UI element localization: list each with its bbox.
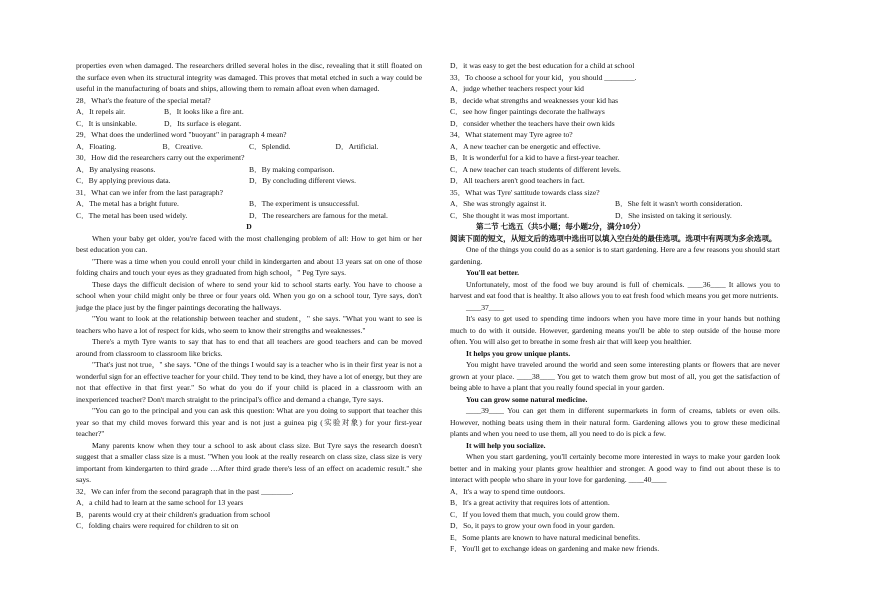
question-35-stem: 35．What was Tyre' sattitude towards class size? xyxy=(450,187,600,197)
question-34-option: D．All teachers aren't good teachers in fact. xyxy=(450,176,585,185)
option: C．Splendid. xyxy=(249,141,291,151)
question-33-stem: 33．To choose a school for your kid，you should ________. xyxy=(450,72,637,82)
option: A．Floating. xyxy=(76,141,117,151)
option: B．The experiment is unsuccessful. xyxy=(249,199,360,208)
passage-d-paragraph: "You want to look at the relationship between teacher and student，" she says. "What you want to see is teachers who have a lot of respect for kids, who seem to know their strengths and weaknesses." xyxy=(76,314,422,335)
question-31-options-2 xyxy=(76,210,422,222)
passage-subheading: You can grow some natural medicine. xyxy=(466,394,588,404)
passage-d-paragraph: When your baby get older, you're faced with the most challenging problem of all: How to get him or her best education you can. xyxy=(76,233,422,254)
question-32-option: B．parents would cry at their children's graduation from school xyxy=(76,509,271,519)
question-33-option: A．judge whether teachers respect your kid xyxy=(450,84,584,93)
passage-c-ending: properties even when damaged. The researchers drilled several holes in the disc, revealing that it still floated on the surface even when its structural integrity was damaged. This proves that metal etched in such a way could be useful in the manufacturing of boats and ships, allowing them to remain afloat even when damaged. xyxy=(76,61,422,93)
seven-choose-five-passage xyxy=(450,244,780,486)
option: A．It repels air. xyxy=(76,107,126,116)
option: B．She felt it wasn't worth consideration. xyxy=(615,199,743,208)
question-34-option: B．It is wonderful for a kid to have a first-year teacher. xyxy=(450,153,620,162)
right-column xyxy=(450,60,780,555)
passage-d-paragraph: "That's just not true，" she says. "One of the things I would say is a teacher who is in their first year is not a wonderful sign for an effective teacher for your child. They tend to be kind, they have a lot of energy, but they are not that effective in that first year." So what do you do if your child is placed in a classroom with an inexperienced teacher? Don't march straight to the principal's office and demand a change, Tyre says. xyxy=(76,360,422,404)
question-34-stem: 34．What statement may Tyre agree to? xyxy=(450,130,573,139)
choice-option: C．If you loved them that much, you could grow them. xyxy=(450,509,620,519)
question-31-options xyxy=(76,198,422,210)
section-letter-d: D xyxy=(246,222,252,231)
option: A．By analysing reasons. xyxy=(76,164,156,174)
passage-d-paragraph: "There was a time when you could enroll your child in kindergarten and about 13 years sat on one of those folding chairs and touch your eyes as they graduated from high school，" Peg Tyre says. xyxy=(76,256,422,277)
passage-paragraph: ____39____ You can get them in different supermarkets in form of creams, tablets or even oils. However, nothing beats using them in their natural form. Gardening allows you to grow these medicinal plants and when you need to use them, all you need to do is pick a few. xyxy=(450,406,780,438)
section-2-title: 第二节 七选五（共5小题；每小题2分，满分10分） xyxy=(476,222,645,231)
question-29-options xyxy=(76,141,422,153)
question-30-stem: 30．How did the researchers carry out the experiment? xyxy=(76,153,245,162)
question-30-options xyxy=(76,164,422,176)
question-28-options xyxy=(76,106,422,118)
passage-subheading: It will help you socialize. xyxy=(466,440,546,450)
option: D．Artificial. xyxy=(335,141,379,151)
passage-paragraph: You might have traveled around the world and seen some interesting plants or flowers that are never grown at your place. ____38____ You get to watch them grow but most of all, you get the satisfaction of being able to have a plant that you really found special in your garden. xyxy=(450,360,780,392)
question-32-option-d: D．it was easy to get the best education for a child at school xyxy=(450,61,635,70)
option: D．The researchers are famous for the metal. xyxy=(249,210,388,220)
question-34-option: C．A new teacher can teach students of different levels. xyxy=(450,164,621,174)
option: A．The metal has a bright future. xyxy=(76,199,179,208)
passage-d-paragraph: There's a myth Tyre wants to say that has to end that all teachers are good teachers and can be moved around from classroom to classroom like bricks. xyxy=(76,337,422,358)
question-31-stem: 31．What can we infer from the last paragraph? xyxy=(76,187,223,197)
question-34-option: A．A new teacher can be energetic and effective. xyxy=(450,141,601,151)
question-32-option: C．folding chairs were required for children to sit on xyxy=(76,521,239,530)
left-column xyxy=(76,60,422,532)
question-30-options-2 xyxy=(76,175,422,187)
passage-d-paragraph: "You can go to the principal and you can ask this question: What are you doing to support that teacher this year so that my child moves forward this year and is not just a guinea pig (实验对象) for your first-year teacher?" xyxy=(76,406,422,438)
option: C．By applying previous data. xyxy=(76,176,171,185)
question-28-stem: 28．What's the feature of the special metal? xyxy=(76,95,211,105)
choice-option: E．Some plants are known to have natural medicinal benefits. xyxy=(450,532,640,542)
choice-option: B．It's a great activity that requires lots of attention. xyxy=(450,498,610,507)
question-32-stem: 32．We can infer from the second paragraph that in the past ________. xyxy=(76,486,294,496)
passage-paragraph: ____37____ xyxy=(466,302,504,312)
passage-d-paragraph: These days the difficult decision of where to send your kid to school starts early. You have to choose a school when your child might only be three or four years old. When you go on a school tour, Tyre says, don't judge the place just by the finger paintings decorating the hallways. xyxy=(76,279,422,312)
question-35-options xyxy=(450,198,780,210)
section-2-instructions: 阅读下面的短文，从短文后的选项中选出可以填入空白处的最佳选项。选项中有两项为多余选项。 xyxy=(450,233,777,243)
passage-paragraph: When you start gardening, you'll certainly become more interested in ways to make your garden look better and in making your plants grow healthier and stronger. A good way to find out about these is to interact with people who share in your love for gardening. ____40____ xyxy=(450,452,780,484)
choice-option: D．So, it pays to grow your own food in your garden. xyxy=(450,521,615,530)
passage-subheading: You'll eat better. xyxy=(466,268,520,277)
option: A．She was strongly against it. xyxy=(450,199,547,208)
option: B．Creative. xyxy=(162,141,203,151)
passage-d-paragraph: Many parents know when they tour a school to ask about class size. But Tyre says the research doesn't suggest that a smaller class size is a must. "When you look at the really research on class size, class size is very important from kindergarten to third grade …After third grade there's less of an effect on academic result." she says. xyxy=(76,440,422,484)
option: B．By making comparison. xyxy=(249,164,335,174)
option: C．She thought it was most important. xyxy=(450,210,569,220)
option: D．She insisted on taking it seriously. xyxy=(615,210,732,220)
option: B．It looks like a fire ant. xyxy=(164,107,244,116)
passage-paragraph: One of the things you could do as a senior is to start gardening. Here are a few reasons you should start gardening. xyxy=(450,245,780,266)
passage-paragraph: Unfortunately, most of the food we buy around is full of chemicals. ____36____ It allows you to harvest and eat food that is healthy. It also allows you to eat fresh food which means you get more nutrients. xyxy=(450,279,780,300)
option: C．It is unsinkable. xyxy=(76,118,137,128)
option: D．By concluding different views. xyxy=(249,176,356,185)
passage-paragraph: It's easy to get used to spending time indoors when you have more time in your hands but nothing much to do with it outside. However, gardening means you'll be able to step outside of the house more often. You will also get to breathe in some fresh air that will keep you healthier. xyxy=(450,314,780,346)
choice-option: F．You'll get to exchange ideas on gardening and make new friends. xyxy=(450,544,660,553)
passage-subheading: It helps you grow unique plants. xyxy=(466,348,571,358)
question-28-options-2 xyxy=(76,118,422,130)
question-33-option: B．decide what strengths and weaknesses your kid has xyxy=(450,95,619,105)
question-33-option: C．see how finger paintings decorate the hallways xyxy=(450,107,605,116)
choice-option: A．It's a way to spend time outdoors. xyxy=(450,486,566,496)
option: C．The metal has been used widely. xyxy=(76,210,188,220)
question-33-option: D．consider whether the teachers have their own kids xyxy=(450,118,615,128)
question-35-options-2 xyxy=(450,210,780,222)
question-32-option: A．a child had to learn at the same school for 13 years xyxy=(76,498,244,507)
option: D．Its surface is elegant. xyxy=(164,118,242,128)
question-29-stem: 29．What does the underlined word "buoyant" in paragraph 4 mean? xyxy=(76,130,287,139)
